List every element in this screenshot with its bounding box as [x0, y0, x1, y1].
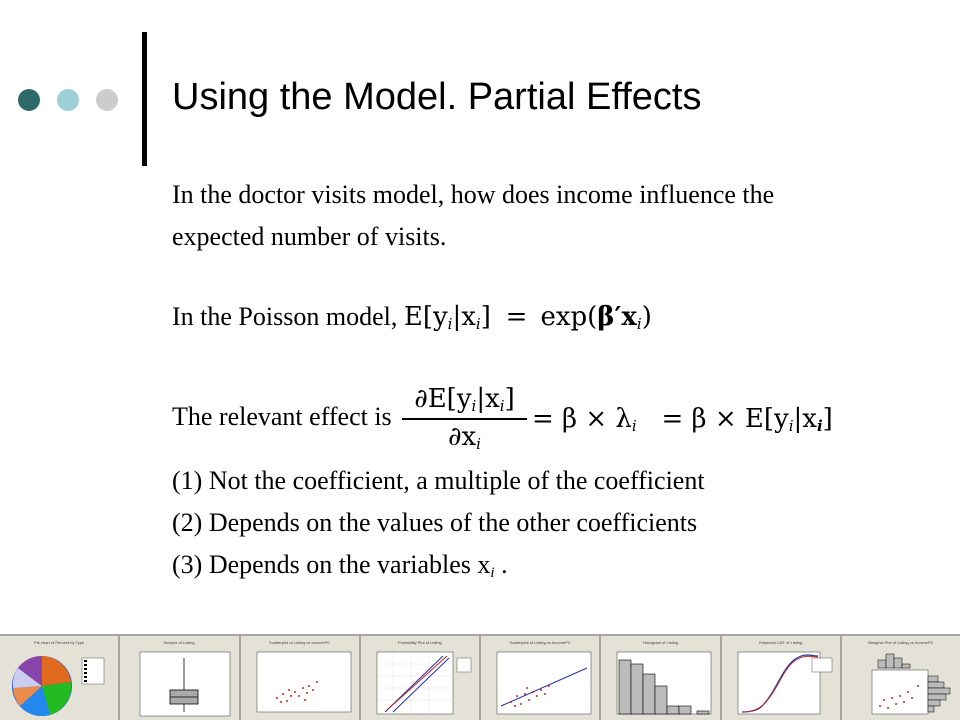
effect-right-hand-side: = $\beta \times \lambda_i$ = $\beta \times E[y_i|x_i]$	[532, 404, 833, 435]
marginal-plot-thumbnail: Marginal Plot of Listing vs IncomePC	[842, 636, 960, 720]
header-divider	[142, 32, 147, 166]
question-line-2: expected number of visits.	[172, 222, 447, 251]
fraction-bar	[402, 418, 527, 420]
point-3: (3) Depends on the variables $x_i$ .	[172, 550, 508, 581]
pie-chart-thumbnail: Pie chart of Percent by Type	[0, 636, 120, 720]
fraction-denominator: $\partial x_i$	[448, 422, 481, 453]
scatter-fit-thumbnail: Scatterplot of Listing vs IncomePC	[481, 636, 601, 720]
header-dot-gray	[96, 89, 118, 111]
poisson-exp: $\exp(\beta'x_i)$	[540, 302, 652, 333]
question-line-1: In the doctor visits model, how does income influence the	[172, 180, 775, 209]
chart-thumbnail-strip	[0, 634, 960, 720]
poisson-lead: In the Poisson model,	[172, 302, 398, 331]
point-2: (2) Depends on the values of the other coefficients	[172, 508, 698, 537]
cdf-thumbnail: Empirical CDF of Listing	[722, 636, 842, 720]
header-dot-light	[57, 89, 79, 111]
poisson-expectation: $E[y_i|x_i]$	[403, 302, 491, 333]
slide-title: Using the Model. Partial Effects	[172, 76, 702, 118]
poisson-model-line	[172, 304, 652, 332]
partial-derivative-fraction	[402, 384, 527, 453]
fraction-numerator: $\partial E[y_i|x_i]$	[414, 384, 515, 415]
boxplot-thumbnail: Boxplot of Listing	[120, 636, 240, 720]
relevant-effect-lead: The relevant effect is	[172, 402, 392, 431]
probability-plot-thumbnail: Probability Plot of Listing	[361, 636, 481, 720]
scatterplot-thumbnail: Scatterplot of Listing vs IncomePC	[241, 636, 361, 720]
poisson-equals: =	[505, 302, 528, 332]
point-1: (1) Not the coefficient, a multiple of the coefficient	[172, 466, 705, 495]
header-dot-dark	[18, 89, 40, 111]
histogram-thumbnail: Histogram of Listing	[601, 636, 721, 720]
